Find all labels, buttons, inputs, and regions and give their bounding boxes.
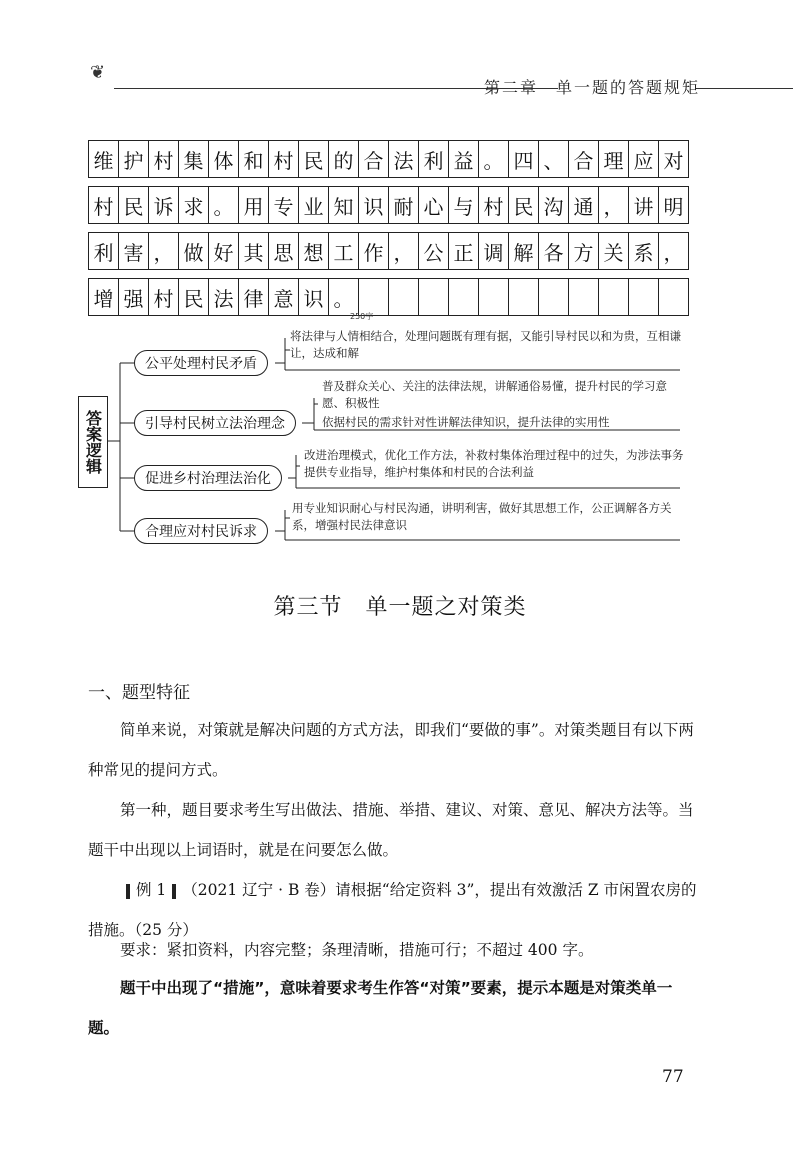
grid-cell: 系 [629, 233, 659, 269]
grid-cell: 利 [419, 141, 449, 177]
grid-cell: 正 [449, 233, 479, 269]
branch-node: 合理应对村民诉求 [134, 518, 268, 544]
mind-map-root: 答案逻辑 [78, 396, 108, 488]
grid-cell: 合 [359, 141, 389, 177]
grid-cell: 关 [599, 233, 629, 269]
grid-cell: 明 [659, 187, 689, 223]
grid-cell: 强 [119, 279, 149, 315]
bracket-mark-left [126, 884, 130, 899]
grid-cell: 应 [629, 141, 659, 177]
grid-cell: 沟 [539, 187, 569, 223]
grid-cell: ， [659, 233, 689, 269]
grid-cell: 作 [359, 233, 389, 269]
branch-detail: 依据村民的需求针对性讲解法律知识，提升法律的实用性 [322, 415, 610, 429]
grid-cell: 村 [89, 187, 119, 223]
branch-detail: 普及群众关心、关注的法律法规，讲解通俗易懂，提升村民的学习意愿、积极性 [322, 379, 667, 410]
page-number: 77 [662, 1067, 684, 1087]
grid-cell: 诉 [149, 187, 179, 223]
grid-cell: 民 [299, 141, 329, 177]
grid-cell: 工 [329, 233, 359, 269]
grid-cell: ， [599, 187, 629, 223]
bracket-mark-right [172, 884, 176, 899]
grid-cell: 法 [209, 279, 239, 315]
grid-cell: 律 [239, 279, 269, 315]
grid-cell: 。 [479, 141, 509, 177]
grid-cell: 集 [179, 141, 209, 177]
grid-cell: 民 [119, 187, 149, 223]
grid-cell: 。 [329, 279, 359, 315]
grid-cell: 用 [239, 187, 269, 223]
grid-cell: 识 [359, 187, 389, 223]
grid-cell: 公 [419, 233, 449, 269]
grid-cell: ， [149, 233, 179, 269]
grid-cell: 专 [269, 187, 299, 223]
grid-cell: 四 [509, 141, 539, 177]
subsection-heading: 一、题型特征 [88, 683, 190, 703]
grid-cell: 做 [179, 233, 209, 269]
grid-cell: 理 [599, 141, 629, 177]
grid-cell: 业 [299, 187, 329, 223]
grid-cell: 体 [209, 141, 239, 177]
grid-cell: ， [389, 233, 419, 269]
answer-logic-mind-map [0, 0, 800, 560]
bold-conclusion: 题干中出现了“措施”，意味着要求考生作答“对策”要素，提示本题是对策类单一题。 [88, 979, 673, 1037]
grid-cell: 解 [509, 233, 539, 269]
grid-cell: 法 [389, 141, 419, 177]
example-text: （2021 辽宁 · B 卷）请根据“给定资料 3”，提出有效激活 Z 市闲置农房的措施。（25 分） [88, 881, 697, 939]
grid-cell: 求 [179, 187, 209, 223]
branch-node: 公平处理村民矛盾 [134, 350, 268, 376]
grid-cell: 好 [209, 233, 239, 269]
grid-cell: 民 [179, 279, 209, 315]
grid-cell: 识 [299, 279, 329, 315]
grid-cell: 民 [509, 187, 539, 223]
grid-cell: 想 [299, 233, 329, 269]
grid-cell: 利 [89, 233, 119, 269]
grid-cell: 和 [239, 141, 269, 177]
grid-cell: 、 [539, 141, 569, 177]
grid-cell: 护 [119, 141, 149, 177]
branch-node: 引导村民树立法治理念 [134, 410, 296, 436]
grid-cell: 村 [269, 141, 299, 177]
grid-cell: 心 [419, 187, 449, 223]
word-count-label: 250字 [350, 312, 374, 321]
grid-cell: 害 [119, 233, 149, 269]
grid-cell: 。 [209, 187, 239, 223]
grid-cell: 增 [89, 279, 119, 315]
grid-cell: 村 [149, 141, 179, 177]
grid-cell: 与 [449, 187, 479, 223]
branch-node: 促进乡村治理法治化 [134, 465, 282, 491]
chapter-title: 第二章 单一题的答题规矩 [484, 78, 701, 97]
grid-cell: 益 [449, 141, 479, 177]
requirement-paragraph: 要求：紧扣资料，内容完整；条理清晰，措施可行；不超过 400 字。 [120, 941, 594, 959]
grid-cell: 维 [89, 141, 119, 177]
grid-cell: 思 [269, 233, 299, 269]
grid-cell: 其 [239, 233, 269, 269]
grid-cell: 讲 [629, 187, 659, 223]
paragraph: 简单来说，对策就是解决问题的方式方法，即我们“要做的事”。对策类题目有以下两种常见的提问方式。 [88, 721, 694, 779]
grid-cell: 各 [539, 233, 569, 269]
grid-cell: 意 [269, 279, 299, 315]
grid-cell: 方 [569, 233, 599, 269]
grid-cell: 的 [329, 141, 359, 177]
section-title: 第三节 单一题之对策类 [273, 595, 527, 620]
branch-detail: 改进治理模式，优化工作方法，补救村集体治理过程中的过失，为涉法事务提供专业指导，维护村集体和村民的合法利益 [304, 448, 684, 479]
grid-cell: 合 [569, 141, 599, 177]
paragraph: 第一种，题目要求考生写出做法、措施、举措、建议、对策、意见、解决方法等。当题干中出现以上词语时，就是在问要怎么做。 [88, 801, 694, 859]
grid-cell: 对 [659, 141, 689, 177]
branch-detail: 用专业知识耐心与村民沟通，讲明利害，做好其思想工作，公正调解各方关系，增强村民法律意识 [292, 501, 672, 532]
leaf-ornament-icon: ❦ [90, 62, 106, 83]
grid-cell: 通 [569, 187, 599, 223]
grid-cell: 调 [479, 233, 509, 269]
grid-cell: 村 [149, 279, 179, 315]
grid-cell: 耐 [389, 187, 419, 223]
branch-detail: 将法律与人情相结合，处理问题既有理有据，又能引导村民以和为贵，互相谦让，达成和解 [290, 329, 681, 360]
grid-cell: 知 [329, 187, 359, 223]
example-label: 例 1 [136, 881, 167, 899]
grid-cell: 村 [479, 187, 509, 223]
